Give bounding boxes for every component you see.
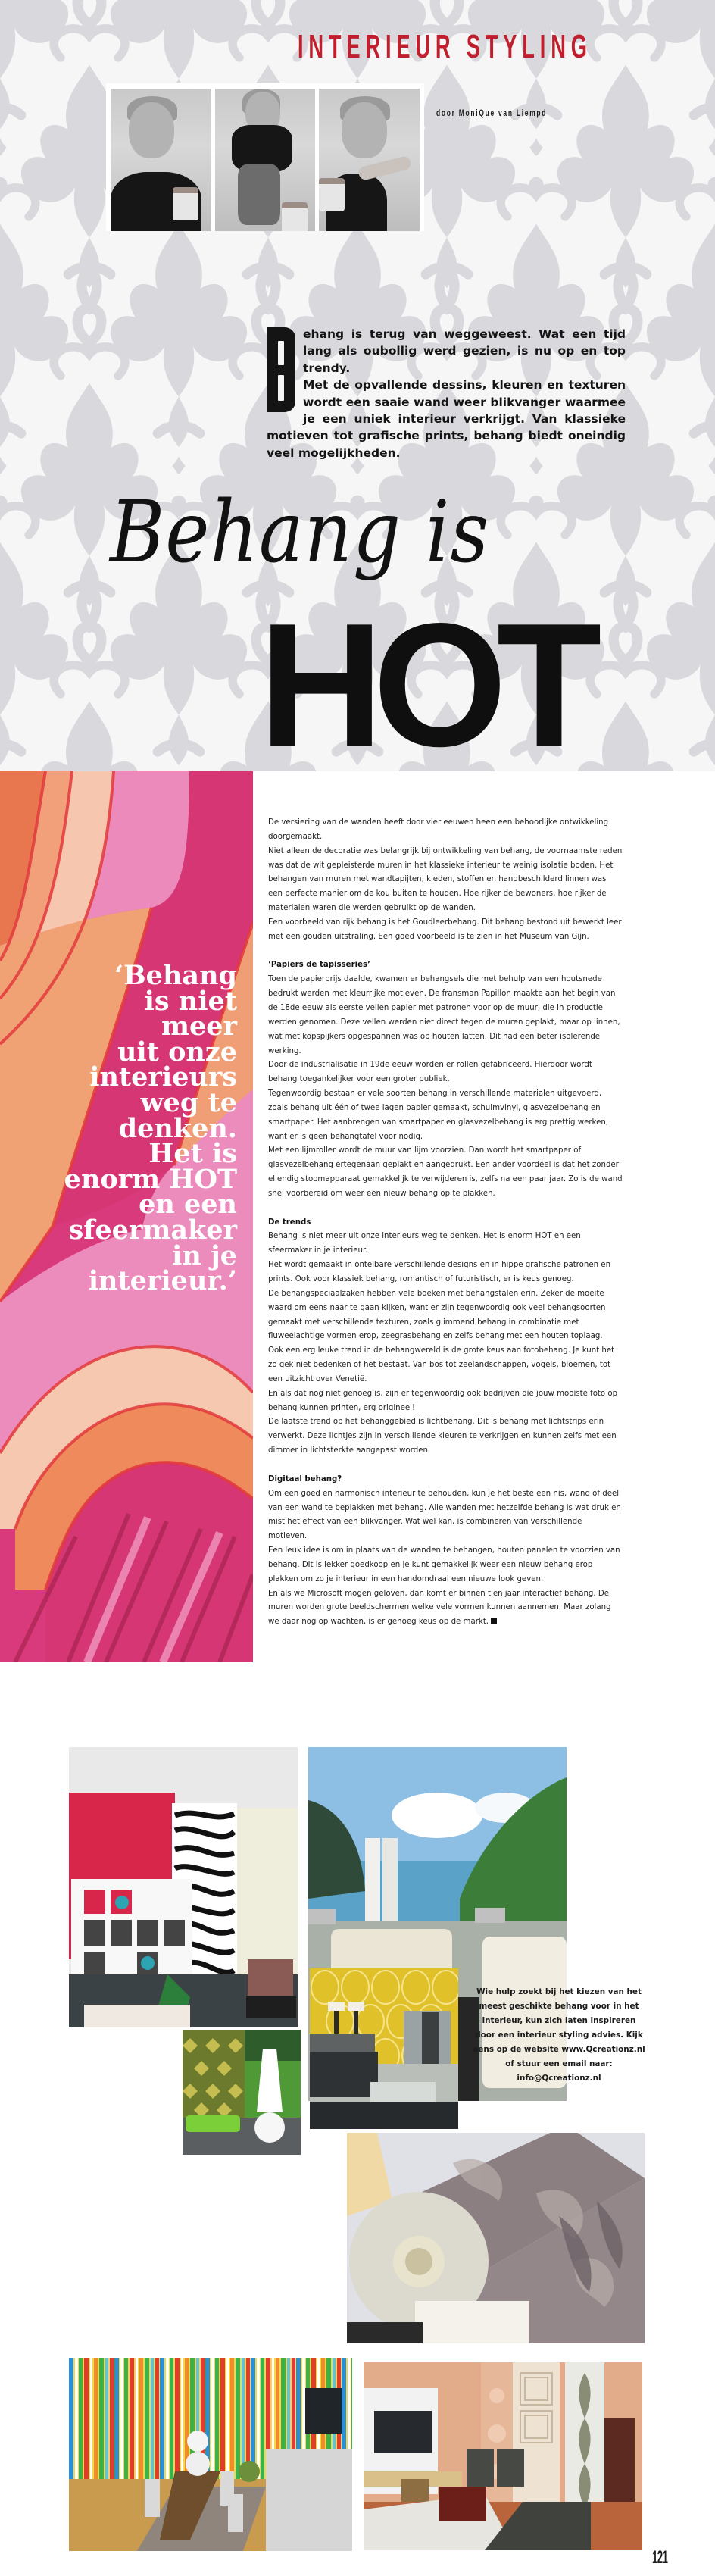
body-paragraph: Behang is niet meer uit onze interieurs weg te denken. Het is enorm HOT en een sfeermaker in je interieur. — [268, 1232, 581, 1255]
body-paragraph: Een voorbeeld van rijk behang is het Goudleerbehang. Dit behang bestond uit bewerkt leer met een gouden uitstraling. Een goed voorbeeld is te zien in het Museum van Gijn. — [268, 918, 622, 941]
pullquote-line: in je — [172, 1240, 237, 1271]
pullquote-line: uit onze — [117, 1036, 237, 1068]
photo-yellow-room — [310, 1968, 458, 2129]
body-paragraph: Het wordt gemaakt in ontelbare verschillende designs en in hippe grafische patronen en prints. Ook voor klassiek behang, romantisch of futuristisch, er is keus genoeg. — [268, 1261, 611, 1283]
body-paragraph: Een leuk idee is om in plaats van de wanden te behangen, houten panelen te voorzien van behang. Dit is lekker goedkoop en je kunt gemakkelijk weer een nieuw behang erop plakken om zo je interieur in een handomdraai een nieuwe look geven. — [268, 1546, 620, 1583]
body-paragraph: De versiering van de wanden heeft door vier eeuwen heen een behoorlijke ontwikkeling doorgemaakt. — [268, 818, 609, 841]
section-heading-trends: De trends — [268, 1218, 311, 1227]
pullquote-line: Het is — [148, 1138, 237, 1170]
headline-line-2: HOT — [259, 587, 592, 771]
portrait-1 — [111, 89, 211, 231]
page-number: 121 — [652, 2547, 668, 2568]
body-paragraph: Niet alleen de decoratie was belangrijk bij ontwikkeling van behang, de voornaamste reden was dat de wit gepleisterde muren in het klassieke interieur te weinig isolatie boden. Het behangen van muren met wandtapijten, kleden, stoffen en handbeschilderd linnen was een perfecte manier om de kou buiten te houden. Hoe rijker de bewoners, hoe rijker de materialen waren die werden gebruikt op de wanden. — [268, 846, 623, 913]
photo-brown-room — [364, 2358, 642, 2550]
pullquote-line: en een — [139, 1189, 237, 1221]
section-title: INTERIEUR STYLING — [298, 28, 592, 65]
intro-text-2: Met de opvallende dessins, kleuren en texturen wordt een saaie wand weer blikvanger waarmee je een uniek interieur verkrijgt. Van klassieke motieven tot grafische prints, behang biedt oneindig veel mogelijkheden. — [267, 378, 626, 460]
pullquote-line: weg te — [140, 1086, 237, 1118]
body-paragraph-final — [268, 1587, 623, 1630]
body-paragraph: Door de industrialisatie in 19de eeuw worden er rollen gefabriceerd. Hierdoor wordt behang toegankelijker voor een groter publiek. — [268, 1061, 592, 1084]
pullquote-line: interieur.’ — [88, 1265, 237, 1297]
photo-zebra-room — [69, 1747, 298, 2027]
byline: door MoniQue van Liempd — [436, 108, 548, 118]
pullquote — [10, 960, 237, 1297]
hero-damask-section — [0, 0, 715, 771]
pullquote-line: denken. — [118, 1112, 237, 1144]
pullquote-line: enorm HOT — [64, 1163, 237, 1195]
final-text: En als we Microsoft mogen geloven, dan komt er binnen tien jaar interactief behang. De muren worden grote beeldschermen welke vele vormen kunnen aannemen. Maar zolang we daar nog op wachten, is er genoeg keus op de markt. — [268, 1589, 611, 1627]
pullquote-line: sfeermaker — [68, 1214, 237, 1246]
dropcap-b — [267, 327, 295, 412]
pullquote-line: interieurs — [89, 1061, 237, 1093]
portrait-2 — [215, 89, 316, 231]
section-heading-papiers: ‘Papiers de tapisseries’ — [268, 961, 370, 970]
body-paragraph: De behangspeciaalzaken hebben vele boeken met behangstalen erin. Zeker de moeite waard om eens naar te gaan kijken, want er zijn tegenwoordig ook veel behangsoorten gemaakt met verschillende texturen, zoals glimmend behang in combinatie met fluweelachtige vormen erop, zeegrasbehang en zelfs behang met een houten toplaag. — [268, 1289, 606, 1341]
pullquote-line: ‘Behang — [114, 960, 237, 991]
section-heading-digitaal: Digitaal behang? — [268, 1474, 342, 1483]
body-paragraph: Toen de papierprijs daalde, kwamen er behangsels die met behulp van een houtsnede bedrukt werden met kleurrijke motieven. De fransman Papillon maakte aan het begin van de 18de eeuw als eerste vellen papier met patronen voor op de muur, die in productie werden genomen. Deze vellen werden niet direct tegen de muren geplakt, maar op linnen, wat met kopspijkers opgespannen was op houten latten. Dit had een beter isolerende werking. — [268, 975, 620, 1055]
body-paragraph: Ook een erg leuke trend in de behangwereld is de grote keus aan fotobehang. Je kunt het zo gek niet bedenken of het bestaat. Van bos tot zeelandschappen, vogels, bloemen, tot een uitzicht over Venetië. — [268, 1346, 615, 1383]
pullquote-line: is niet — [144, 985, 237, 1017]
pullquote-panel — [0, 771, 253, 1662]
photo-stripes-room — [69, 2358, 352, 2551]
body-paragraph: De laatste trend op het behanggebied is lichtbehang. Dit is behang met lichtstrips erin verwerkt. Deze lichtjes zijn in verschillende kleuren te verkrijgen en kunnen zelfs met een dimmer in lichtsterkte aangepast worden. — [268, 1418, 617, 1455]
body-paragraph: Om een goed en harmonisch interieur te behouden, kun je het beste een nis, wand of deel van een wand te beplakken met behang. Alle wanden met hetzelfde behang is wat druk en mist het effect van een blikvanger. Wat wel kan, is combineren van verschillende motieven. — [268, 1489, 621, 1541]
article-body — [268, 816, 623, 1630]
headline-line-1: Behang is — [110, 483, 489, 582]
photo-green-lamp — [183, 2030, 301, 2155]
sidebar-advice-note: Wie hulp zoekt bij het kiezen van het meest geschikte behang voor in het interieur, kun zich laten inspireren door een interieur styling advies. Kijk eens op de website www.Qcreationz.nl of stuur een email naar: info@Qcreationz.nl — [473, 1987, 645, 2083]
body-paragraph: Tegenwoordig bestaan er vele soorten behang in verschillende materialen uitgevoerd, zoals behang uit één of twee lagen papier gemaakt, schuimvinyl, glasvezelbehang en smartpaper. Het aanbrengen van smartpaper en glasvezelbehang is erg prettig werken, want er is geen behangtafel voor nodig. — [268, 1089, 609, 1141]
portrait-3 — [319, 89, 420, 231]
pullquote-line: meer — [161, 1011, 237, 1043]
photo-wallpaper-rolls — [347, 2133, 645, 2343]
intro-paragraph — [267, 326, 626, 461]
author-portraits — [106, 83, 424, 231]
body-paragraph: En als dat nog niet genoeg is, zijn er tegenwoordig ook bedrijven die jouw mooiste foto op behang kunnen printen, erg origineel! — [268, 1389, 618, 1412]
end-of-article-icon — [491, 1618, 497, 1624]
body-paragraph: Met een lijmroller wordt de muur van lijm voorzien. Dan wordt het smartpaper of glasvezelbehang ertegenaan geplakt en aangedrukt. Een ander voordeel is dat het zonder ellendig stoomapparaat gemakkelijk te verwijderen is, zelfs na een paar jaar. Zo is de wand snel voorbereid om weer een nieuw behang op te plakken. — [268, 1146, 623, 1198]
intro-text-1: ehang is terug van weggeweest. Wat een tijd lang als oubollig werd gezien, is nu op en top trendy. — [303, 327, 626, 375]
